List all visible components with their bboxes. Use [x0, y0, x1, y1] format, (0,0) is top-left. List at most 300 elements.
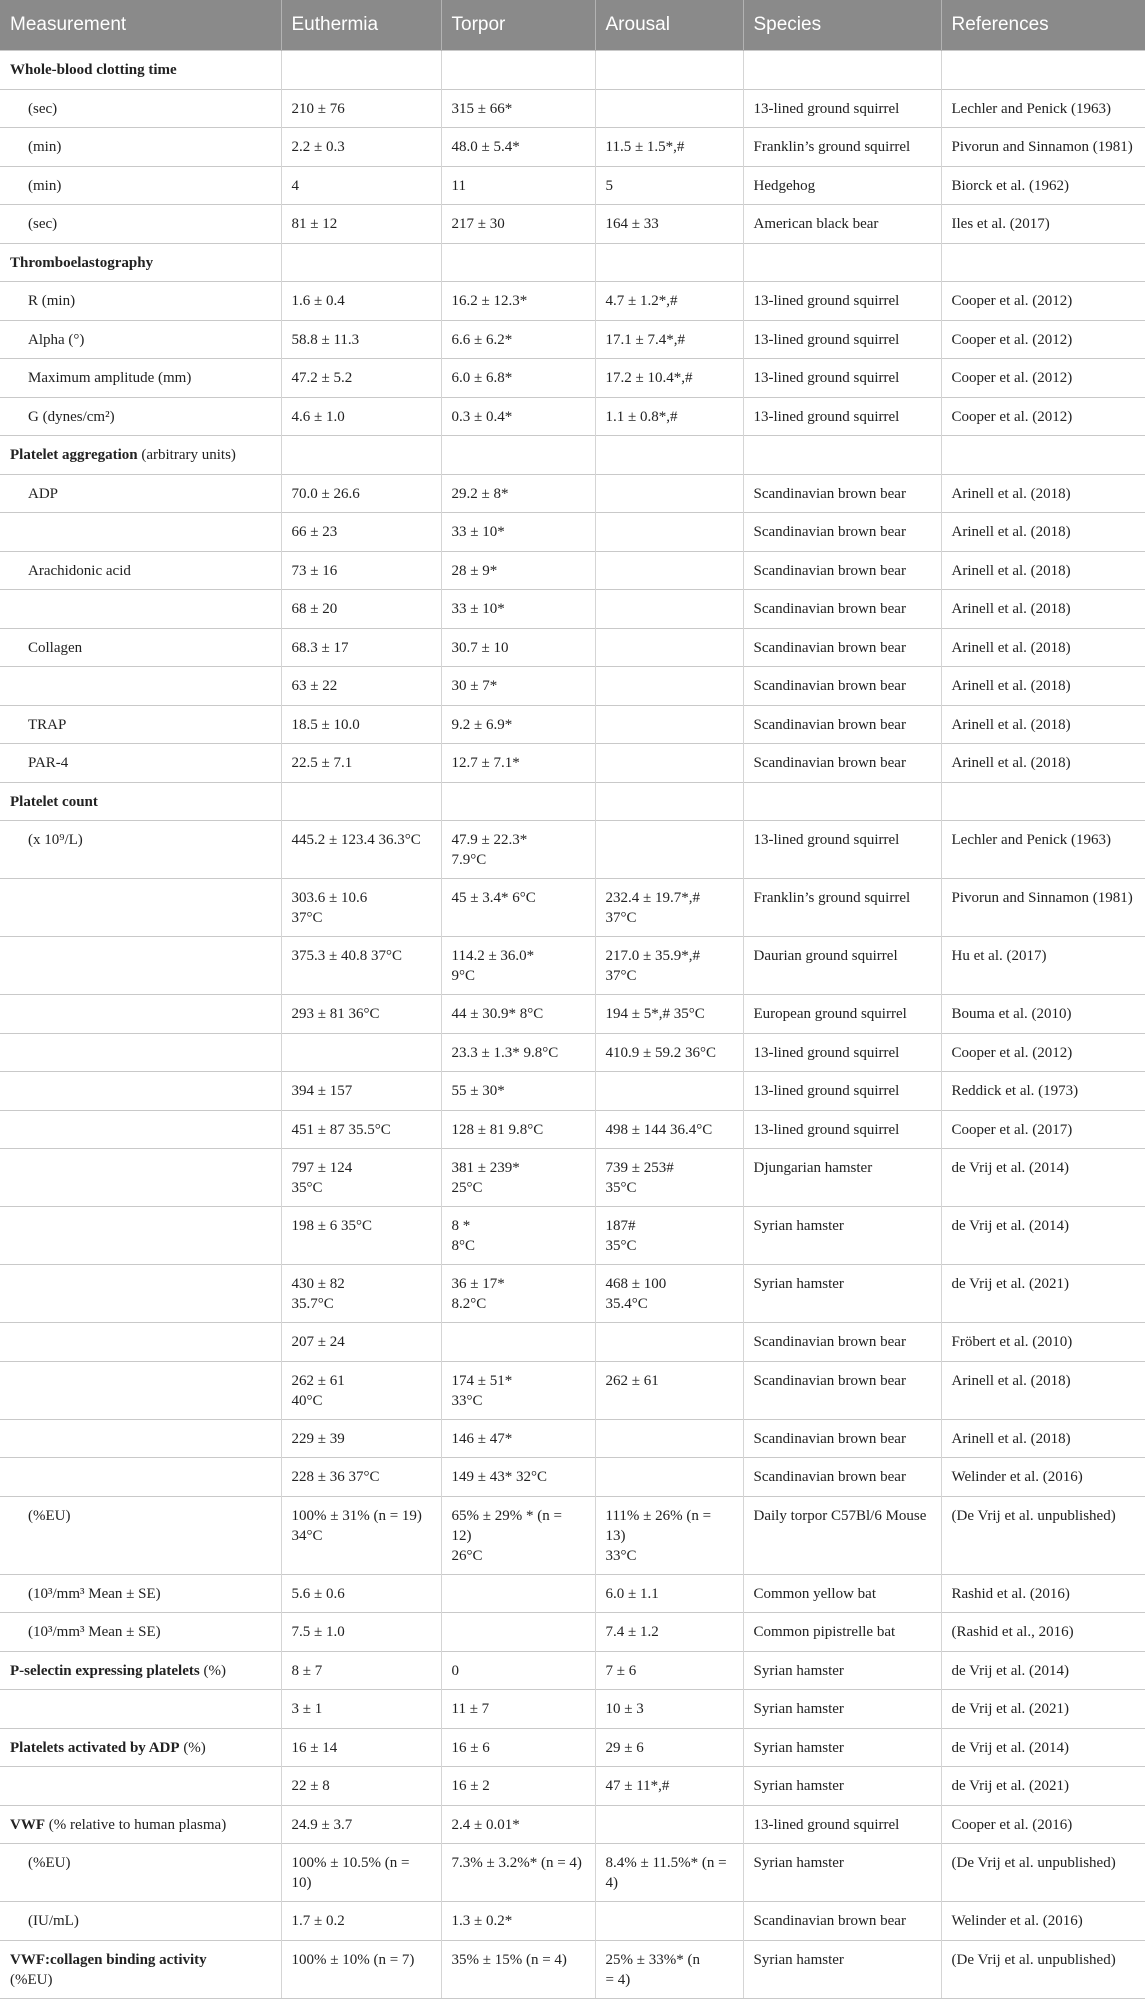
- euthermia-cell: 66 ± 23: [281, 513, 441, 552]
- species-cell: Djungarian hamster: [743, 1149, 941, 1207]
- euthermia-cell: 81 ± 12: [281, 205, 441, 244]
- torpor-cell: [441, 782, 595, 821]
- section-row: [0, 1805, 1145, 1844]
- arousal-cell: 25% ± 33%* (n = 4): [595, 1940, 743, 1998]
- section-unit: (arbitrary units): [137, 447, 236, 463]
- header-euthermia: Euthermia: [281, 0, 441, 51]
- arousal-cell: 187# 35°C: [595, 1207, 743, 1265]
- species-cell: European ground squirrel: [743, 995, 941, 1034]
- euthermia-cell: 18.5 ± 10.0: [281, 705, 441, 744]
- arousal-cell: 8.4% ± 11.5%* (n = 4): [595, 1844, 743, 1902]
- torpor-cell: 0.3 ± 0.4*: [441, 397, 595, 436]
- euthermia-cell: 3 ± 1: [281, 1690, 441, 1729]
- arousal-cell: 468 ± 100 35.4°C: [595, 1265, 743, 1323]
- species-cell: 13-lined ground squirrel: [743, 397, 941, 436]
- arousal-cell: 739 ± 253# 35°C: [595, 1149, 743, 1207]
- measurement-cell: ADP: [0, 474, 281, 513]
- euthermia-cell: 22.5 ± 7.1: [281, 744, 441, 783]
- euthermia-cell: 100% ± 31% (n = 19) 34°C: [281, 1496, 441, 1574]
- reference-cell: Fröbert et al. (2010): [941, 1323, 1145, 1362]
- table-row: [0, 821, 1145, 879]
- euthermia-cell: 797 ± 124 35°C: [281, 1149, 441, 1207]
- species-cell: Common yellow bat: [743, 1574, 941, 1613]
- arousal-cell: [595, 1419, 743, 1458]
- reference-cell: Iles et al. (2017): [941, 205, 1145, 244]
- measurement-cell: [0, 1361, 281, 1419]
- table-row: [0, 744, 1145, 783]
- table-row: [0, 879, 1145, 937]
- header-references: References: [941, 0, 1145, 51]
- torpor-cell: 217 ± 30: [441, 205, 595, 244]
- species-cell: [743, 51, 941, 90]
- section-row: [0, 782, 1145, 821]
- arousal-cell: 410.9 ± 59.2 36°C: [595, 1033, 743, 1072]
- species-cell: [743, 243, 941, 282]
- arousal-cell: 4.7 ± 1.2*,#: [595, 282, 743, 321]
- reference-cell: Arinell et al. (2018): [941, 705, 1145, 744]
- reference-cell: (De Vrij et al. unpublished): [941, 1844, 1145, 1902]
- species-cell: 13-lined ground squirrel: [743, 359, 941, 398]
- torpor-cell: 2.4 ± 0.01*: [441, 1805, 595, 1844]
- species-cell: Syrian hamster: [743, 1728, 941, 1767]
- reference-cell: Pivorun and Sinnamon (1981): [941, 128, 1145, 167]
- torpor-cell: 9.2 ± 6.9*: [441, 705, 595, 744]
- reference-cell: Cooper et al. (2012): [941, 397, 1145, 436]
- species-cell: Daurian ground squirrel: [743, 937, 941, 995]
- euthermia-cell: 210 ± 76: [281, 89, 441, 128]
- torpor-cell: 6.6 ± 6.2*: [441, 320, 595, 359]
- reference-cell: [941, 782, 1145, 821]
- euthermia-cell: 68.3 ± 17: [281, 628, 441, 667]
- arousal-cell: 164 ± 33: [595, 205, 743, 244]
- measurement-cell: Alpha (°): [0, 320, 281, 359]
- section-row: [0, 436, 1145, 475]
- euthermia-cell: 394 ± 157: [281, 1072, 441, 1111]
- torpor-cell: 114.2 ± 36.0* 9°C: [441, 937, 595, 995]
- arousal-cell: 7.4 ± 1.2: [595, 1613, 743, 1652]
- measurement-cell: (min): [0, 166, 281, 205]
- reference-cell: Biorck et al. (1962): [941, 166, 1145, 205]
- header-row: [0, 0, 1145, 51]
- reference-cell: Pivorun and Sinnamon (1981): [941, 879, 1145, 937]
- torpor-cell: [441, 1323, 595, 1362]
- table-row: [0, 166, 1145, 205]
- table-row: [0, 1458, 1145, 1497]
- section-title: VWF:collagen binding activity: [10, 1951, 207, 1968]
- euthermia-cell: 70.0 ± 26.6: [281, 474, 441, 513]
- measurement-cell: [0, 51, 281, 90]
- euthermia-cell: 229 ± 39: [281, 1419, 441, 1458]
- reference-cell: Arinell et al. (2018): [941, 1361, 1145, 1419]
- measurement-cell: TRAP: [0, 705, 281, 744]
- species-cell: Scandinavian brown bear: [743, 628, 941, 667]
- euthermia-cell: 73 ± 16: [281, 551, 441, 590]
- arousal-cell: [595, 1902, 743, 1941]
- euthermia-cell: 451 ± 87 35.5°C: [281, 1110, 441, 1149]
- section-title: Platelet aggregation: [10, 447, 138, 463]
- header-species: Species: [743, 0, 941, 51]
- arousal-cell: [595, 1072, 743, 1111]
- euthermia-cell: 1.6 ± 0.4: [281, 282, 441, 321]
- reference-cell: de Vrij et al. (2021): [941, 1690, 1145, 1729]
- measurement-cell: Arachidonic acid: [0, 551, 281, 590]
- table-row: [0, 1033, 1145, 1072]
- euthermia-cell: [281, 782, 441, 821]
- euthermia-cell: 293 ± 81 36°C: [281, 995, 441, 1034]
- measurement-cell: [0, 1110, 281, 1149]
- arousal-cell: [595, 551, 743, 590]
- euthermia-cell: 58.8 ± 11.3: [281, 320, 441, 359]
- table-row: [0, 89, 1145, 128]
- section-title: P-selectin expressing platelets: [10, 1662, 200, 1679]
- arousal-cell: [595, 705, 743, 744]
- section-title: VWF: [10, 1816, 45, 1833]
- species-cell: Scandinavian brown bear: [743, 705, 941, 744]
- measurement-cell: [0, 667, 281, 706]
- table-row: [0, 1902, 1145, 1941]
- measurement-cell: (%EU): [0, 1844, 281, 1902]
- measurement-cell: [0, 1458, 281, 1497]
- table-row: [0, 1323, 1145, 1362]
- measurement-cell: [0, 1072, 281, 1111]
- section-title: Platelet count: [10, 793, 98, 810]
- species-cell: 13-lined ground squirrel: [743, 1033, 941, 1072]
- reference-cell: Cooper et al. (2017): [941, 1110, 1145, 1149]
- euthermia-cell: 22 ± 8: [281, 1767, 441, 1806]
- arousal-cell: 17.1 ± 7.4*,#: [595, 320, 743, 359]
- torpor-cell: 7.3% ± 3.2%* (n = 4): [441, 1844, 595, 1902]
- torpor-cell: 16.2 ± 12.3*: [441, 282, 595, 321]
- torpor-cell: [441, 1574, 595, 1613]
- header-measurement: Measurement: [0, 0, 281, 51]
- table-row: [0, 1207, 1145, 1265]
- arousal-cell: 29 ± 6: [595, 1728, 743, 1767]
- measurement-cell: [0, 1767, 281, 1806]
- arousal-cell: [595, 667, 743, 706]
- euthermia-cell: 5.6 ± 0.6: [281, 1574, 441, 1613]
- measurement-cell: R (min): [0, 282, 281, 321]
- reference-cell: de Vrij et al. (2021): [941, 1767, 1145, 1806]
- species-cell: Scandinavian brown bear: [743, 474, 941, 513]
- torpor-cell: 45 ± 3.4* 6°C: [441, 879, 595, 937]
- torpor-cell: 55 ± 30*: [441, 1072, 595, 1111]
- measurement-cell: [0, 1805, 281, 1844]
- arousal-cell: [595, 51, 743, 90]
- torpor-cell: 44 ± 30.9* 8°C: [441, 995, 595, 1034]
- arousal-cell: 7 ± 6: [595, 1651, 743, 1690]
- arousal-cell: 498 ± 144 36.4°C: [595, 1110, 743, 1149]
- species-cell: Franklin’s ground squirrel: [743, 128, 941, 167]
- arousal-cell: 1.1 ± 0.8*,#: [595, 397, 743, 436]
- reference-cell: Cooper et al. (2012): [941, 1033, 1145, 1072]
- species-cell: Scandinavian brown bear: [743, 1323, 941, 1362]
- arousal-cell: [595, 1323, 743, 1362]
- torpor-cell: 174 ± 51* 33°C: [441, 1361, 595, 1419]
- arousal-cell: 10 ± 3: [595, 1690, 743, 1729]
- header-torpor: Torpor: [441, 0, 595, 51]
- reference-cell: Arinell et al. (2018): [941, 667, 1145, 706]
- section-title: Thromboelastography: [10, 254, 154, 271]
- measurement-cell: [0, 1323, 281, 1362]
- species-cell: Scandinavian brown bear: [743, 667, 941, 706]
- measurement-cell: [0, 1207, 281, 1265]
- measurement-cell: (10³/mm³ Mean ± SE): [0, 1574, 281, 1613]
- euthermia-cell: 2.2 ± 0.3: [281, 128, 441, 167]
- reference-cell: de Vrij et al. (2021): [941, 1265, 1145, 1323]
- torpor-cell: 6.0 ± 6.8*: [441, 359, 595, 398]
- euthermia-cell: 1.7 ± 0.2: [281, 1902, 441, 1941]
- species-cell: 13-lined ground squirrel: [743, 282, 941, 321]
- torpor-cell: [441, 1613, 595, 1652]
- arousal-cell: 217.0 ± 35.9*,# 37°C: [595, 937, 743, 995]
- arousal-cell: 194 ± 5*,# 35°C: [595, 995, 743, 1034]
- table-row: [0, 667, 1145, 706]
- euthermia-cell: [281, 1033, 441, 1072]
- table-body: [0, 51, 1145, 1999]
- reference-cell: (De Vrij et al. unpublished): [941, 1940, 1145, 1998]
- section-row: [0, 1940, 1145, 1998]
- torpor-cell: 33 ± 10*: [441, 590, 595, 629]
- arousal-cell: [595, 590, 743, 629]
- table-row: [0, 1844, 1145, 1902]
- table-row: [0, 359, 1145, 398]
- reference-cell: (Rashid et al., 2016): [941, 1613, 1145, 1652]
- measurement-cell: [0, 782, 281, 821]
- torpor-cell: 11 ± 7: [441, 1690, 595, 1729]
- measurement-cell: G (dynes/cm²): [0, 397, 281, 436]
- torpor-cell: 33 ± 10*: [441, 513, 595, 552]
- arousal-cell: [595, 1805, 743, 1844]
- euthermia-cell: 8 ± 7: [281, 1651, 441, 1690]
- euthermia-cell: 198 ± 6 35°C: [281, 1207, 441, 1265]
- euthermia-cell: 262 ± 61 40°C: [281, 1361, 441, 1419]
- section-title: Platelets activated by ADP: [10, 1739, 180, 1756]
- measurement-cell: (x 10⁹/L): [0, 821, 281, 879]
- torpor-cell: 149 ± 43* 32°C: [441, 1458, 595, 1497]
- arousal-cell: 232.4 ± 19.7*,# 37°C: [595, 879, 743, 937]
- species-cell: Scandinavian brown bear: [743, 551, 941, 590]
- arousal-cell: 47 ± 11*,#: [595, 1767, 743, 1806]
- arousal-cell: 17.2 ± 10.4*,#: [595, 359, 743, 398]
- reference-cell: Reddick et al. (1973): [941, 1072, 1145, 1111]
- table-row: [0, 1361, 1145, 1419]
- table-row: [0, 937, 1145, 995]
- measurement-cell: [0, 1651, 281, 1690]
- species-cell: 13-lined ground squirrel: [743, 821, 941, 879]
- reference-cell: Arinell et al. (2018): [941, 551, 1145, 590]
- species-cell: Scandinavian brown bear: [743, 1458, 941, 1497]
- euthermia-cell: 24.9 ± 3.7: [281, 1805, 441, 1844]
- reference-cell: Hu et al. (2017): [941, 937, 1145, 995]
- table-row: [0, 128, 1145, 167]
- table-row: [0, 282, 1145, 321]
- reference-cell: Arinell et al. (2018): [941, 1419, 1145, 1458]
- arousal-cell: [595, 782, 743, 821]
- torpor-cell: 0: [441, 1651, 595, 1690]
- measurement-cell: [0, 995, 281, 1034]
- table-row: [0, 705, 1145, 744]
- reference-cell: [941, 243, 1145, 282]
- torpor-cell: 29.2 ± 8*: [441, 474, 595, 513]
- euthermia-cell: 7.5 ± 1.0: [281, 1613, 441, 1652]
- measurement-cell: Collagen: [0, 628, 281, 667]
- arousal-cell: 11.5 ± 1.5*,#: [595, 128, 743, 167]
- table-row: [0, 1265, 1145, 1323]
- measurement-cell: [0, 1149, 281, 1207]
- reference-cell: [941, 436, 1145, 475]
- section-unit: (%): [179, 1739, 206, 1756]
- measurement-cell: (sec): [0, 89, 281, 128]
- torpor-cell: 28 ± 9*: [441, 551, 595, 590]
- measurement-cell: (%EU): [0, 1496, 281, 1574]
- euthermia-cell: 63 ± 22: [281, 667, 441, 706]
- euthermia-cell: [281, 243, 441, 282]
- measurement-cell: [0, 1940, 281, 1998]
- torpor-cell: 30 ± 7*: [441, 667, 595, 706]
- species-cell: [743, 436, 941, 475]
- table-row: [0, 513, 1145, 552]
- measurement-cell: (sec): [0, 205, 281, 244]
- arousal-cell: [595, 243, 743, 282]
- species-cell: Scandinavian brown bear: [743, 1902, 941, 1941]
- species-cell: [743, 782, 941, 821]
- measurement-cell: (min): [0, 128, 281, 167]
- euthermia-cell: 68 ± 20: [281, 590, 441, 629]
- species-cell: Franklin’s ground squirrel: [743, 879, 941, 937]
- torpor-cell: 381 ± 239* 25°C: [441, 1149, 595, 1207]
- torpor-cell: 65% ± 29% * (n = 12) 26°C: [441, 1496, 595, 1574]
- reference-cell: Arinell et al. (2018): [941, 628, 1145, 667]
- section-title: Whole-blood clotting time: [10, 62, 177, 78]
- torpor-cell: [441, 51, 595, 90]
- torpor-cell: 48.0 ± 5.4*: [441, 128, 595, 167]
- section-row: [0, 1728, 1145, 1767]
- species-cell: Syrian hamster: [743, 1265, 941, 1323]
- table-row: [0, 1767, 1145, 1806]
- species-cell: 13-lined ground squirrel: [743, 89, 941, 128]
- reference-cell: de Vrij et al. (2014): [941, 1728, 1145, 1767]
- species-cell: Syrian hamster: [743, 1207, 941, 1265]
- table-row: [0, 205, 1145, 244]
- measurement-cell: [0, 436, 281, 475]
- measurement-cell: [0, 513, 281, 552]
- torpor-cell: 23.3 ± 1.3* 9.8°C: [441, 1033, 595, 1072]
- euthermia-cell: 375.3 ± 40.8 37°C: [281, 937, 441, 995]
- arousal-cell: [595, 821, 743, 879]
- reference-cell: de Vrij et al. (2014): [941, 1651, 1145, 1690]
- torpor-cell: 16 ± 2: [441, 1767, 595, 1806]
- euthermia-cell: 100% ± 10.5% (n = 10): [281, 1844, 441, 1902]
- arousal-cell: [595, 474, 743, 513]
- euthermia-cell: 16 ± 14: [281, 1728, 441, 1767]
- species-cell: 13-lined ground squirrel: [743, 320, 941, 359]
- section-row: [0, 1651, 1145, 1690]
- measurement-cell: [0, 1033, 281, 1072]
- euthermia-cell: 207 ± 24: [281, 1323, 441, 1362]
- arousal-cell: [595, 1458, 743, 1497]
- measurement-cell: [0, 937, 281, 995]
- table-row: [0, 320, 1145, 359]
- euthermia-cell: 303.6 ± 10.6 37°C: [281, 879, 441, 937]
- species-cell: Scandinavian brown bear: [743, 1419, 941, 1458]
- reference-cell: de Vrij et al. (2014): [941, 1149, 1145, 1207]
- euthermia-cell: 228 ± 36 37°C: [281, 1458, 441, 1497]
- arousal-cell: [595, 744, 743, 783]
- table-row: [0, 474, 1145, 513]
- torpor-cell: 11: [441, 166, 595, 205]
- measurement-cell: [0, 1728, 281, 1767]
- measurement-cell: [0, 1690, 281, 1729]
- measurement-cell: [0, 879, 281, 937]
- table-row: [0, 995, 1145, 1034]
- reference-cell: de Vrij et al. (2014): [941, 1207, 1145, 1265]
- torpor-cell: 1.3 ± 0.2*: [441, 1902, 595, 1941]
- euthermia-cell: 47.2 ± 5.2: [281, 359, 441, 398]
- euthermia-cell: 4.6 ± 1.0: [281, 397, 441, 436]
- reference-cell: Cooper et al. (2012): [941, 282, 1145, 321]
- species-cell: Hedgehog: [743, 166, 941, 205]
- torpor-cell: [441, 243, 595, 282]
- species-cell: Scandinavian brown bear: [743, 744, 941, 783]
- reference-cell: Lechler and Penick (1963): [941, 821, 1145, 879]
- measurement-cell: [0, 243, 281, 282]
- torpor-cell: 35% ± 15% (n = 4): [441, 1940, 595, 1998]
- measurement-cell: (IU/mL): [0, 1902, 281, 1941]
- torpor-cell: 315 ± 66*: [441, 89, 595, 128]
- arousal-cell: [595, 628, 743, 667]
- table-row: [0, 590, 1145, 629]
- reference-cell: Welinder et al. (2016): [941, 1458, 1145, 1497]
- reference-cell: Welinder et al. (2016): [941, 1902, 1145, 1941]
- torpor-cell: 30.7 ± 10: [441, 628, 595, 667]
- section-unit: (% relative to human plasma): [45, 1816, 227, 1833]
- reference-cell: [941, 51, 1145, 90]
- measurement-cell: [0, 1265, 281, 1323]
- euthermia-cell: 445.2 ± 123.4 36.3°C: [281, 821, 441, 879]
- torpor-cell: 128 ± 81 9.8°C: [441, 1110, 595, 1149]
- arousal-cell: 5: [595, 166, 743, 205]
- species-cell: Syrian hamster: [743, 1651, 941, 1690]
- measurement-cell: Maximum amplitude (mm): [0, 359, 281, 398]
- section-unit: (%EU): [10, 1971, 53, 1988]
- torpor-cell: [441, 436, 595, 475]
- reference-cell: Lechler and Penick (1963): [941, 89, 1145, 128]
- table-row: [0, 1149, 1145, 1207]
- species-cell: 13-lined ground squirrel: [743, 1805, 941, 1844]
- arousal-cell: [595, 436, 743, 475]
- table-row: [0, 1072, 1145, 1111]
- reference-cell: Cooper et al. (2016): [941, 1805, 1145, 1844]
- reference-cell: Cooper et al. (2012): [941, 320, 1145, 359]
- torpor-cell: 8 * 8°C: [441, 1207, 595, 1265]
- measurement-cell: PAR-4: [0, 744, 281, 783]
- arousal-cell: 6.0 ± 1.1: [595, 1574, 743, 1613]
- measurement-cell: (10³/mm³ Mean ± SE): [0, 1613, 281, 1652]
- reference-cell: Rashid et al. (2016): [941, 1574, 1145, 1613]
- species-cell: Syrian hamster: [743, 1940, 941, 1998]
- torpor-cell: 47.9 ± 22.3* 7.9°C: [441, 821, 595, 879]
- euthermia-cell: [281, 51, 441, 90]
- species-cell: Daily torpor C57Bl/6 Mouse: [743, 1496, 941, 1574]
- arousal-cell: [595, 89, 743, 128]
- species-cell: Scandinavian brown bear: [743, 1361, 941, 1419]
- species-cell: Scandinavian brown bear: [743, 590, 941, 629]
- euthermia-cell: 430 ± 82 35.7°C: [281, 1265, 441, 1323]
- torpor-cell: 16 ± 6: [441, 1728, 595, 1767]
- reference-cell: Cooper et al. (2012): [941, 359, 1145, 398]
- measurement-cell: [0, 1419, 281, 1458]
- species-cell: Syrian hamster: [743, 1767, 941, 1806]
